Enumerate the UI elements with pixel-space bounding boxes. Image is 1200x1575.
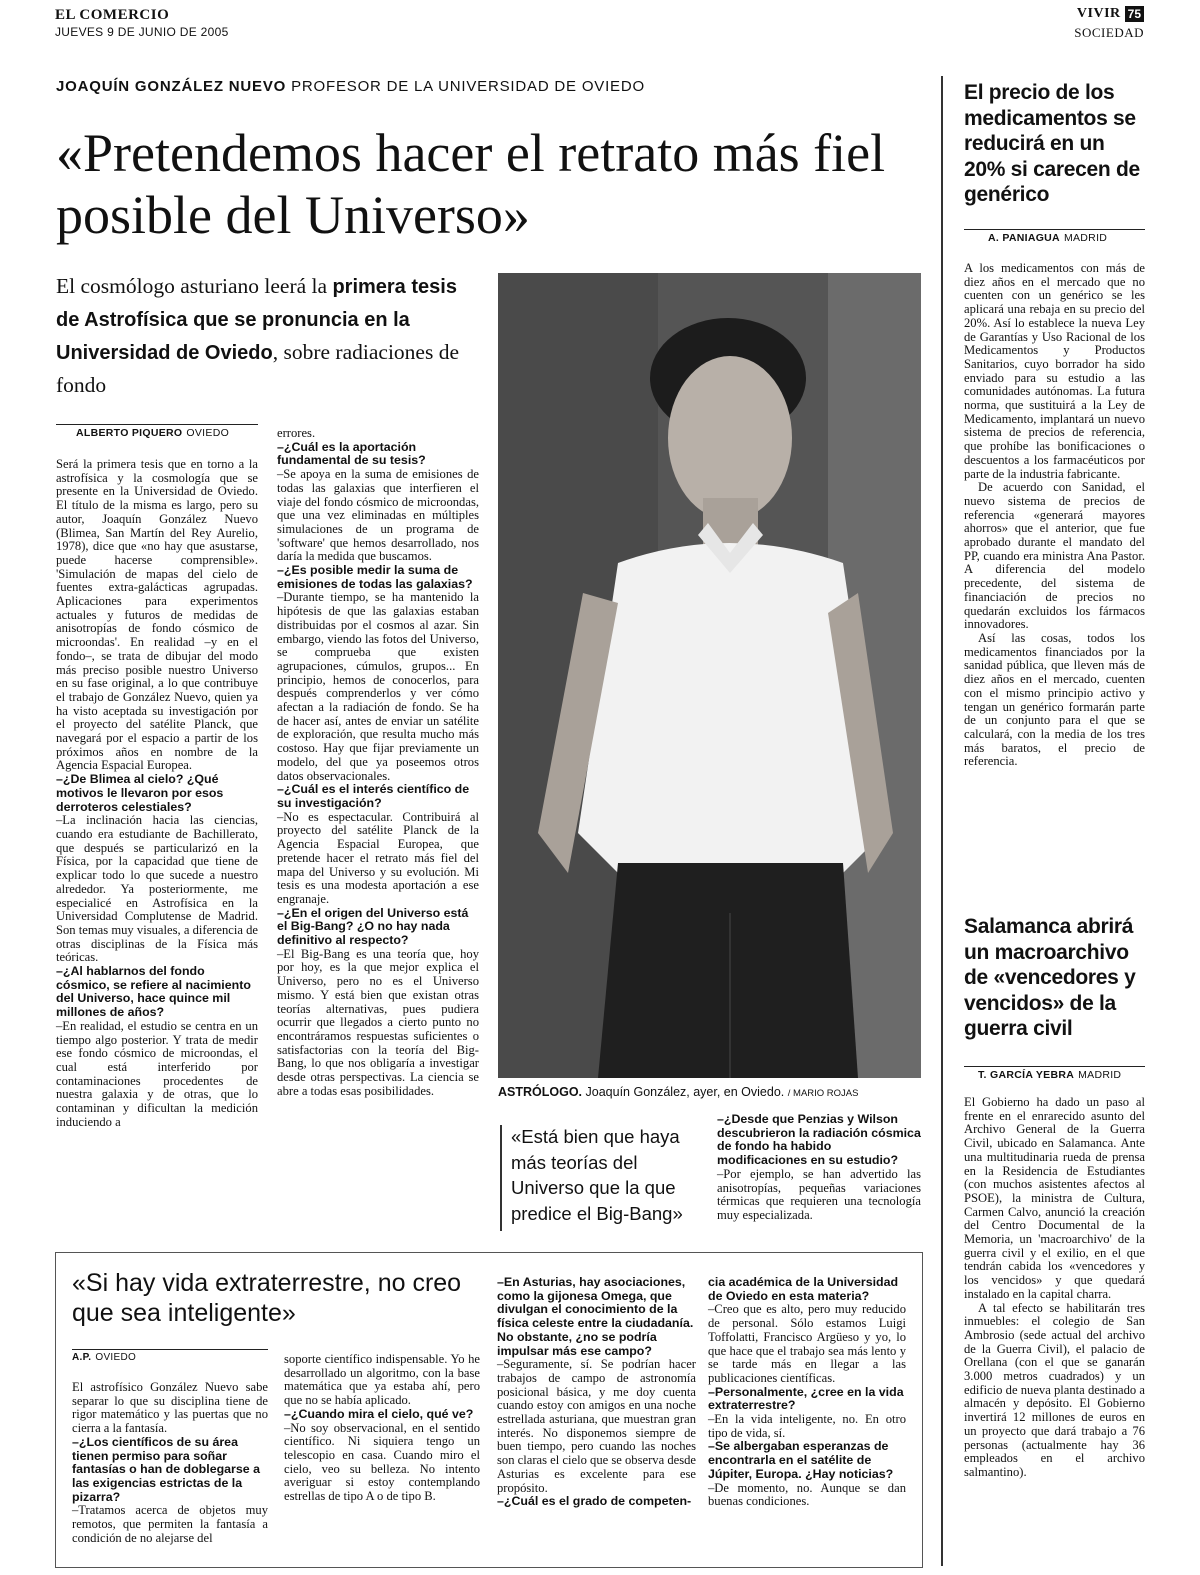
kicker-name: JOAQUÍN GONZÁLEZ NUEVO	[56, 78, 287, 95]
photo-caption	[498, 1085, 921, 1099]
box-column-2	[284, 1353, 480, 1504]
interview-question: –¿En el origen del Universo está el Big-Bang? ¿O no hay nada definitivo al respecto?	[277, 905, 469, 948]
side-story-1-headline: El precio de los medicamentos se reducirá en un 20% si carecen de genérico	[964, 81, 1140, 206]
paragraph: A tal efecto se habilitarán tres inmuebles: el colegio de San Ambrosio (sede actual del archivo de la Guerra Civil), el palacio de Orellana (con el que se ganarán 3.000 metros cuadrados) y un edificio de nueva planta destinado a almacén y depósito. El Gobierno invertirá 12 millones de euros en un proyecto que dará trabajo a 76 personas (actualmente hay 36 empleados en el archivo salmantino).	[964, 1300, 1145, 1479]
paragraph: –La inclinación hacia las ciencias, cuando era estudiante de Bachillerato, que después se particularizó en la Física, por la capacidad que tiene de explicar todo lo que sucede a nuestro alrededor. Ya posteriormente, me especialicé en Astrofísica en la Universidad Complutense de Madrid. Son temas muy visuales, a diferencia de otras disciplinas de la Física más teóricas.	[56, 813, 258, 965]
pull-quote: «Está bien que haya más teorías del Universo que la que predice el Big-Bang»	[511, 1126, 683, 1224]
paragraph: –No soy observacional, en el sentido científico. Ni siquiera tengo un telescopio en casa. Cuando miro el cielo, veo su belleza. No intento averiguar si estoy contemplando estrellas de tipo A o de tipo B.	[284, 1420, 480, 1504]
page-number: 75	[1125, 6, 1144, 22]
article-column-1	[56, 458, 258, 1129]
paragraph: De acuerdo con Sanidad, el nuevo sistema de precios de referencia «generará mayores ahorros» que el anterior, que fue aprobado durante el mandato del PP, cuando era ministra Ana Pastor. A diferencia del modelo precedente, del sistema de financiación de precios no quedarán excluidos los fármacos innovadores.	[964, 480, 1145, 632]
interview-question: –¿Cuál es el grado de competen-	[497, 1494, 692, 1509]
pull-quote-rule	[500, 1125, 502, 1231]
paragraph: errores.	[277, 426, 316, 440]
paragraph: soporte científico indispensable. Yo he desarrollado un algoritmo, con la base matemática que ya estaba ahí, pero que no se había aplicado.	[284, 1352, 480, 1408]
box-place: OVIEDO	[95, 1352, 137, 1363]
side-story-2-byline	[964, 1066, 1145, 1081]
side-story-2-body	[964, 1096, 1145, 1480]
subhead-lead: El cosmólogo asturiano leerá la	[56, 274, 328, 298]
paragraph: –Seguramente, sí. Se podrían hacer trabajos de campo de astronomía posicional básica, y me doy cuenta cuando estoy con amigos en una noche estrellada asturiana, que muestran gran interés. No disponemos siempre de buen tiempo, pero cuando las noches son claras el cielo que se observa desde Asturias es excelente para ese propósito.	[497, 1357, 696, 1495]
paragraph: –De momento, no. Aunque se dan buenas condiciones.	[708, 1480, 906, 1509]
interview-question: –¿Al hablarnos del fondo cósmico, se refiere al nacimiento del Universo, hace quince mil millones de años?	[56, 964, 251, 1020]
paragraph: A los medicamentos con más de diez años en el mercado que no cuenten con un genérico se les aplicará una rebaja en su precio del 20%. Así lo establece la nueva Ley de Garantías y Uso Racional de los Medicamentos y Productos Sanitarios, cuyo borrador ha sido enviado para su estudio a las comunidades autónomas. La futura norma, que sustituirá a la Ley de Medicamento, implantará un nuevo sistema de precios de referencia, que prohíbe las bonificaciones o descuentos a los farmacéuticos por parte de la industria fabricante.	[964, 261, 1145, 481]
interview-question: –¿Cuál es el interés científico de su investigación?	[277, 782, 470, 810]
side-story-1-body	[964, 262, 1145, 769]
subsection-name: SOCIEDAD	[1074, 25, 1144, 40]
paragraph: –El Big-Bang es una teoría que, hoy por hoy, es la que mejor explica el Universo, pero no es el Universo mismo. Y está bien que existan otras teorías alternativas, pues pudiera ocurrir que llegados a cierto punto no encontráramos respuestas suficientes o satisfactorias con la teoría del Big-Bang, lo que nos obligaría a investigar desde otras perspectivas. La ciencia se abre a todas esas posibilidades.	[277, 946, 479, 1098]
paragraph: Así las cosas, todos los medicamentos financiados por la sanidad pública, que lleven más de diez años en el mercado, cuenten con el mismo principio activo y tengan un genérico formarán parte de un conjunto para el que se calculará, con la media de los tres más baratos, el precio de referencia.	[964, 630, 1145, 769]
box-column-4	[708, 1276, 906, 1509]
subhead-bold: primera tesis de Astrofísica que se pronuncia en la Universidad de Oviedo	[56, 276, 457, 364]
box-author: A.P.	[72, 1352, 92, 1363]
side-2-author: T. GARCÍA YEBRA	[978, 1069, 1075, 1081]
photo-credit: / MARIO ROJAS	[787, 1088, 859, 1099]
box-column-3	[497, 1276, 696, 1509]
paragraph: Será la primera tesis que en torno a la astrofísica y la cosmología que se presente en la Universidad de Oviedo. El título de la misma es largo, pero su autor, Joaquín González Nuevo (Blimea, San Martín del Rey Aurelio, 1978), dice que «no hay que asustarse, puede hacerse comprensible». 'Simulación de mapas del cielo de fuentes extra-galácticas agrupadas. Aplicaciones para experimentos actuales y futuros de medidas de anisotropías de fondo cósmico de microondas'. En realidad –y en el fondo–, se trata de dibujar del modo más preciso posible nuestro Universo en su fase original, a lo que contribuye el trabajo de González Nuevo, quien ya ha visto aceptada su investigación por el proyecto del satélite Planck, que navegará por el espacio a partir de los próximos años en nombre de la Agencia Espacial Europea.	[56, 457, 258, 773]
sidebar-divider	[941, 76, 943, 1566]
interview-question: cia académica de la Universidad de Oviedo en esta materia?	[708, 1275, 899, 1303]
article-column-3	[717, 1113, 921, 1223]
paragraph: –No es espectacular. Contribuirá al proyecto del satélite Planck de la Agencia Espacial Europea, que pretende hacer el retrato más fiel del mapa del Universo y su evolución. Mi tesis es una modesta aportación a ese engranaje.	[277, 809, 479, 906]
article-column-2	[277, 427, 479, 1098]
issue-date: JUEVES 9 DE JUNIO DE 2005	[55, 25, 229, 39]
paragraph: –Por ejemplo, se han advertido las anisotropías, pequeñas variaciones térmicas que requieren una tecnología muy especializada.	[717, 1166, 921, 1222]
interview-question: –¿Cuál es la aportación fundamental de su tesis?	[277, 439, 426, 468]
kicker	[56, 78, 645, 95]
subhead-tail: , sobre radiaciones de fondo	[56, 340, 459, 397]
section-label	[1077, 6, 1144, 22]
interview-question: –Personalmente, ¿cree en la vida extraterrestre?	[708, 1384, 904, 1413]
interview-question: –¿Desde que Penzias y Wilson descubrieron la radiación cósmica de fondo ha habido modificaciones en su estudio?	[717, 1112, 921, 1168]
box-byline	[72, 1349, 268, 1363]
interview-question: –Se albergaban esperanzas de encontrarla en el satélite de Júpiter, Europa. ¿Hay noticias?	[708, 1439, 894, 1481]
section-name: VIVIR	[1076, 6, 1121, 21]
paragraph: –En la vida inteligente, no. En otro tipo de vida, sí.	[708, 1412, 906, 1440]
portrait-photo	[498, 273, 921, 1078]
side-2-place: MADRID	[1078, 1069, 1122, 1081]
photo-caption-label: ASTRÓLOGO.	[498, 1085, 583, 1099]
box-headline: «Si hay vida extraterrestre, no creo que sea inteligente»	[72, 1269, 462, 1327]
paragraph: –Tratamos acerca de objetos muy remotos, que permiten la fantasía a condición de no alejarse del	[72, 1503, 268, 1545]
portrait-illustration	[498, 273, 921, 1078]
paragraph: El astrofísico González Nuevo sabe separar lo que su disciplina tiene de rigor matemático y las puertas que no cierra a la fantasía.	[72, 1380, 268, 1436]
kicker-role: PROFESOR DE LA UNIVERSIDAD DE OVIEDO	[291, 78, 645, 95]
main-byline	[56, 424, 258, 439]
paragraph: –Se apoya en la suma de emisiones de todas las galaxias que interfieren el viaje del fondo cósmico de microondas, que una vez eliminadas en múltiples simulaciones de un programa de 'software' que hemos desarrollado, nos daría la medida que buscamos.	[277, 467, 479, 564]
headline: «Pretendemos hacer el retrato más fiel posible del Universo»	[56, 123, 886, 245]
interview-question: –¿Los científicos de su área tienen permiso para soñar fantasías o han de doblegarse a las exigencias estrictas de la pizarra?	[72, 1434, 260, 1504]
subheadline	[56, 270, 476, 401]
interview-question: –¿De Blimea al cielo? ¿Qué motivos le llevaron por esos derroteros celestiales?	[56, 772, 224, 814]
byline-place: OVIEDO	[186, 427, 230, 439]
paragraph: El Gobierno ha dado un paso al frente en el enrarecido asunto del Archivo General de la Guerra Civil, ubicado en Salamanca. Ante una multitudinaria rueda de prensa en la Residencia de Estudiantes (con muchos asistentes afectos al PSOE), la ministra de Cultura, Carmen Calvo, anunció la creación del Centro Documental de la Memoria, un 'macroarchivo' de la guerra civil y el exilio, en el que tendrán cabida los «vencedores y los vencidos» y que quedará instalado en la capital charra.	[964, 1095, 1145, 1301]
side-story-1-byline	[964, 229, 1145, 244]
paragraph: –Creo que es alto, pero muy reducido de personal. Sólo estamos Luigi Toffolatti, Francisco Argüeso y yo, lo que hace que el trabajo sea más lento y se tarde más en llegar a las publicaciones científicas.	[708, 1302, 906, 1385]
side-1-author: A. PANIAGUA	[988, 232, 1060, 244]
interview-question: –¿Cuando mira el cielo, qué ve?	[284, 1406, 474, 1421]
side-1-place: MADRID	[1063, 232, 1108, 244]
newspaper-name: EL COMERCIO	[55, 7, 170, 23]
paragraph: –En realidad, el estudio se centra en un tiempo algo posterior. Y trata de medir ese fondo cósmico de microondas, el cual está interferido por contaminaciones procedentes de nuestra galaxia y de otras, que lo contaminan y dificultan la medición induciendo a	[56, 1018, 258, 1129]
interview-question: –¿Es posible medir la suma de emisiones de todas las galaxias?	[277, 563, 473, 591]
byline-author: ALBERTO PIQUERO	[76, 427, 183, 439]
paragraph: –Durante tiempo, se ha mantenido la hipótesis de que las galaxias estaban distribuidas por el cosmos al azar. Sin embargo, viendo las fotos del Universo, se comprueba que existen agrupaciones, cúmulos, grupos... En principio, hemos de conocerlos, para después comprenderlos y ver cómo afectan a la radiación de fondo. Se ha de hacer así, antes de enviar un satélite de exploración, que resulta mucho más costoso. Hay que fijar previamente un modelo, del que ya poseemos otros datos observacionales.	[277, 590, 479, 783]
photo-caption-text: Joaquín González, ayer, en Oviedo.	[585, 1085, 785, 1099]
box-column-1	[72, 1381, 268, 1545]
side-story-2-headline: Salamanca abrirá un macroarchivo de «vencedores y vencidos» de la guerra civil	[964, 915, 1136, 1040]
interview-question: –En Asturias, hay asociaciones, como la gijonesa Omega, que divulgan el conocimiento de la física celeste entre la ciudadanía. No obstante, ¿no se podría impulsar más ese campo?	[497, 1275, 694, 1358]
